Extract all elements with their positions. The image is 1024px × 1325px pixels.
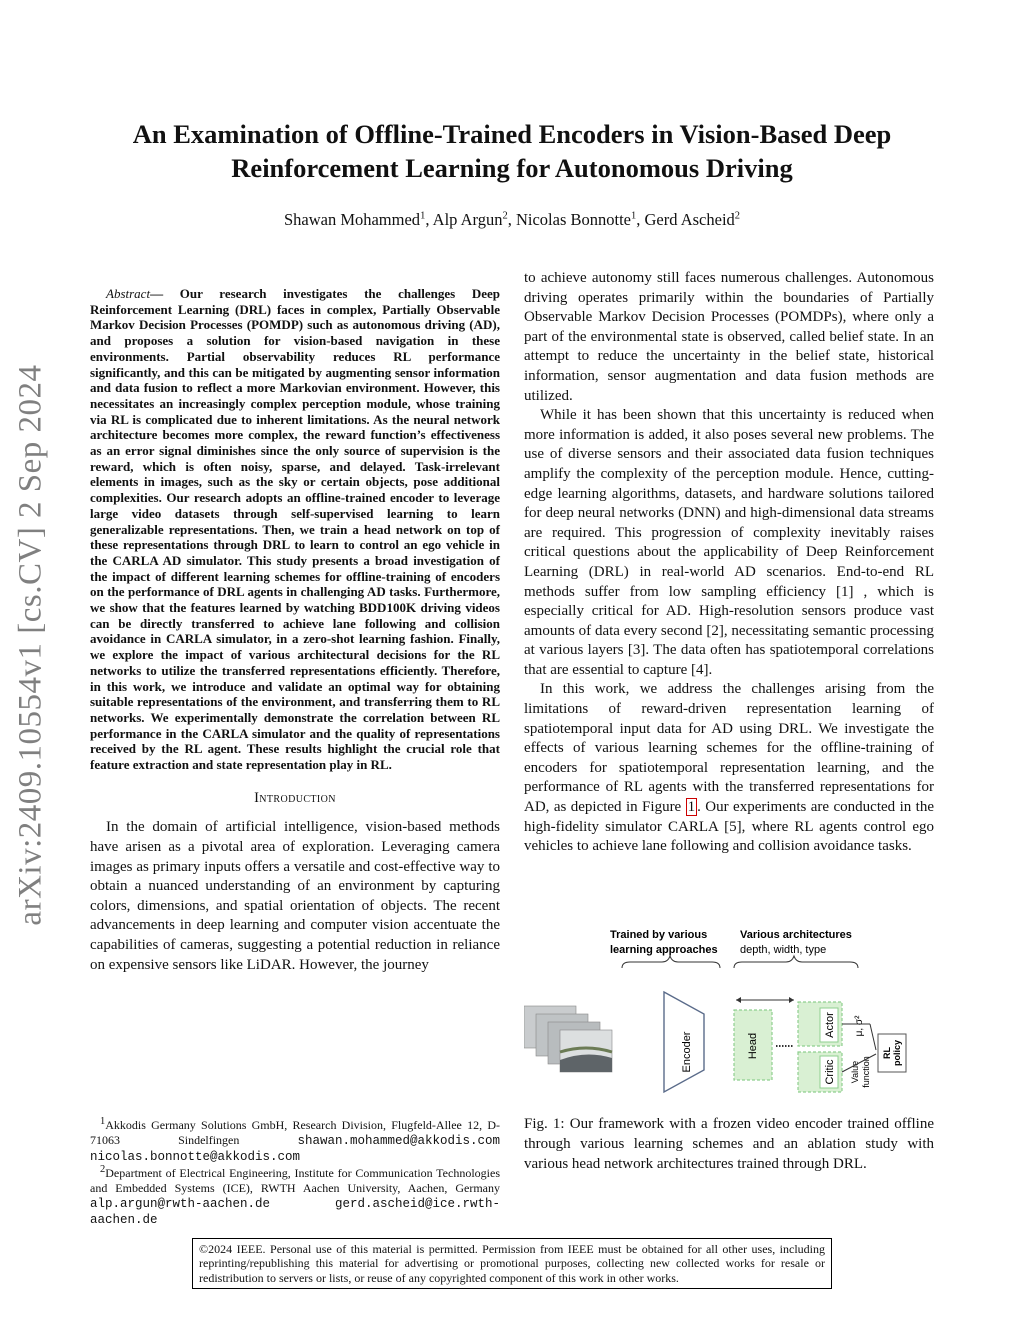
author-affil: 1 [631, 210, 637, 222]
head-label: Head [747, 1032, 759, 1060]
title-line-1: An Examination of Offline-Trained Encoders in Vision-Based Deep [132, 119, 892, 149]
paragraph-text: In this work, we address the challenges arising from the limitations of reward-driven representation learning of spatiotemporal input data for AD using DRL. We investigate the effects of various learning schemes for the offline-training of encoders for spatiotemporal representation learning, and the performance of RL agents with the transferred representations for AD, as depicted in Figure [524, 681, 934, 816]
label-trained-line1: Trained by various [610, 929, 708, 941]
footnote-2-email-2[interactable]: gerd.ascheid@ice.rwth-aachen.de [90, 1197, 500, 1228]
author-name: Gerd Ascheid [644, 210, 735, 229]
author-list: Shawan Mohammed$^1$, Alp Argun$^2$, Nicolas Bonnotte$^1$, Gerd Ascheid$^2$ [283, 210, 741, 229]
section-heading-introduction: Introduction [254, 789, 336, 806]
footnote-1-text: Akkodis Germany Solutions GmbH, Research Division, Flugfeld-Allee 12, D-71063 Sindelfingen [90, 1118, 500, 1148]
author-name: Shawan Mohammed [283, 210, 421, 229]
footnotes [90, 1118, 500, 1228]
intro-paragraph-1: In the domain of artificial intelligence, vision-based methods have arisen as a pivotal area of exploration. Leveraging camera images as primary inputs offers a versatile and cost-effective way to obtain a nuanced understanding of an environment by capturing colors, dimensions, and spatial orientation of objects. The recent advancements in deep learning and computer vision accentuate the capabilities of cameras, suggesting a potential reduction in reliance on expensive sensors like LiDAR. However, the journey [90, 819, 500, 973]
label-architectures: Various architectures [740, 929, 852, 941]
label-trained-line2: learning approaches [610, 944, 718, 956]
figure-caption: Fig. 1: Our framework with a frozen video encoder trained offline through various learning schemes and an ablation study with various head network architectures trained through DRL. [524, 1116, 934, 1172]
actor-label: Actor [824, 1012, 836, 1038]
paper-title [90, 117, 934, 185]
rl-label-1: RL [882, 1047, 892, 1059]
mu-sigma-label: μ, σ² [854, 1015, 865, 1037]
arrow-head-right [789, 997, 794, 1003]
framework-diagram [524, 922, 934, 1102]
author-affil: 1 [420, 210, 426, 222]
footnote-2-text: Department of Electrical Engineering, Institute for Communication Technologies and Embedded Systems (ICE), RWTH Aachen University, Aachen, Germany [90, 1165, 500, 1195]
copyright-notice: ©2024 IEEE. Personal use of this material is permitted. Permission from IEEE must be obtained for all other uses, including reprinting/republishing this material for advertising or promotional purposes, collecting new collected works for resale or redistribution to servers or lists, or reuse of any copyrighted component of this work in other works. [192, 1238, 832, 1289]
author-name: Alp Argun [432, 210, 503, 229]
figure-1 [524, 922, 934, 1102]
brace-encoder [622, 956, 720, 968]
footnote-2-email-1[interactable]: alp.argun@rwth-aachen.de [90, 1197, 271, 1212]
abstract-text: Our research investigates the challenges Deep Reinforcement Learning (DRL) faces in complex, Partially Observable Markov Decision Processes (POMDP) such as autonomous driving (AD), and proposes a solution for vision-based navigation in these environments. Partial observability reduces RL performance significantly, and this can be mitigated by augmenting sensor information and data fusion to reflect a more Markovian environment. However, this necessitates an increasingly complex perception module, whose training via RL is complicated due to inherent limitations. As the neural network architecture becomes more complex, the reward function’s effectiveness as an error signal diminishes since the only source of supervision is the reward, which is often noisy, sparse, and delayed. Task-irrelevant elements in images, such as the sky or certain objects, pose additional complexities. Our research adopts an offline-trained encoder to leverage large video datasets through self-supervised learning to learn generalizable representations. Then, we train a head network on top of these representations through DRL to learn to control an ego vehicle in the CARLA AD simulator. This study presents a broad investigation of the impact of different learning schemes for offline-training of encoders on the performance of DRL agents in challenging AD tasks. Furthermore, we show that the features learned by watching BDD100K driving videos can be directly transferred to achieve lane following and collision avoidance in CARLA simulator, in a zero-shot learning fashion. Finally, we explore the impact of various architectural decisions for the RL networks to utilize the transferred representations efficiently. Therefore, in this work, we introduce and validate an optimal way for obtaining suitable representations of the environment, and transferring them to RL networks. We experimentally demonstrate the correlation between RL performance in the CARLA simulator and the quality of representations received by the RL agent. These results highlight the crucial role that feature extraction and state representation play in RL. [90, 286, 501, 773]
title-line-2: Reinforcement Learning for Autonomous Driving [231, 153, 793, 183]
rl-label-2: policy [892, 1039, 902, 1067]
author-name: Nicolas Bonnotte [515, 210, 632, 229]
arrow-to-policy [870, 1024, 876, 1050]
label-architectures-sub: depth, width, type [740, 944, 827, 956]
encoder-label: Encoder [681, 1031, 693, 1073]
paragraph-text: . Our experiments are conducted in the high-fidelity simulator CARLA [5], where RL agents control ego vehicles to achieve lane following and collision avoidance tasks. [524, 799, 934, 855]
brace-architectures [734, 956, 858, 968]
video-frames-stack [524, 1006, 612, 1072]
left-column [90, 286, 500, 975]
author-affil: 2 [502, 210, 508, 222]
intro-paragraph-3: While it has been shown that this uncertainty is reduced when more information is added, it also poses several new problems. The use of diverse sensors and their associated data fusion techniques amplify the complexity of the perception module. Hence, cutting-edge learning algorithms, datasets, and hardware solutions tailored for deep neural networks (DNN) and high-dimensional data streams are required. This progression of complexity inevitably raises critical questions about the applicability of Deep Reinforcement Learning (DRL) in real-world AD scenarios. End-to-end RL methods suffer from low sampling efficiency [1] , which is especially critical for AD. High-resolution sensors produce vast amounts of data every second [2], necessitating semantic processing at various layers [3]. The data often has spatiotemporal correlations that are essential to capture [4]. [524, 407, 934, 678]
abstract-label: Abstract [106, 286, 151, 301]
abstract: Abstract— Our research investigates the challenges Deep Reinforcement Learning (DRL) faces in complex, Partially Observable Markov Decision Processes (POMDP) such as autonomous driving (AD), and proposes a solution for vision-based navigation in these environments. Partial observability reduces RL performance significantly, and this can be mitigated by augmenting sensor information and data fusion to reflect a more Markovian environment. However, this necessitates an increasingly complex perception module, whose training via RL is complicated due to inherent limitations. As the neural network architecture becomes more complex, the reward function’s effectiveness as an error signal diminishes since the only source of supervision is the reward, which is often noisy, sparse, and delayed. Task-irrelevant elements in images, such as the sky or certain objects, pose additional complexities. Our research adopts an offline-trained encoder to leverage large video datasets through self-supervised learning to learn generalizable representations. Then, we train a head network on top of these representations through DRL to learn to control an ego vehicle in the CARLA AD simulator. This study presents a broad investigation of the impact of different learning schemes for offline-training of encoders on the performance of DRL agents in challenging AD tasks. Furthermore, we show that the features learned by watching BDD100K driving videos can be directly transferred to achieve lane following and collision avoidance in CARLA simulator, in a zero-shot learning fashion. Finally, we explore the impact of various architectural decisions for the RL networks to utilize the transferred representations efficiently. Therefore, in this work, we introduce and validate an optimal way for obtaining suitable representations of the environment, and transferring them to RL networks. We experimentally demonstrate the correlation between RL performance in the CARLA simulator and the quality of representations received by the RL agent. These results highlight the crucial role that feature extraction and state representation play in RL. [90, 286, 501, 773]
arxiv-side-stamp [8, 365, 54, 925]
figure-reference-link[interactable]: 1 [687, 799, 696, 816]
author-affil: 2 [734, 210, 741, 222]
footnote-1: $^1$Akkodis Germany Solutions GmbH, Research Division, Flugfeld-Allee 12, D-71063 Sindelfingen shawan.mohammed@akkodis.com nicolas.bonnotte@akkodis.com [90, 1116, 500, 1165]
arrow-head-left [736, 997, 741, 1003]
arxiv-identifier: arXiv:2409.10554v1 [cs.CV] 2 Sep 2024 [12, 364, 49, 926]
critic-label: Critic [824, 1059, 836, 1085]
value-label-2: function [861, 1056, 871, 1088]
value-label-1: Value [850, 1060, 860, 1084]
footnote-1-email-2[interactable]: nicolas.bonnotte@akkodis.com [90, 1150, 301, 1165]
intro-paragraph-4 [524, 680, 934, 856]
footnote-1-email-1[interactable]: shawan.mohammed@akkodis.com [297, 1134, 500, 1149]
intro-paragraph-2: to achieve autonomy still faces numerous challenges. Autonomous driving operates primarily within the boundaries of Partially Observable Markov Decision Processes (POMDPs), where only a part of the environmental state is observed, called belief state. In an attempt to reduce the uncertainty in the belief state, historical information, sensor augmentation and data fusion methods are utilized. [524, 270, 934, 404]
footnote-2: $^2$Department of Electrical Engineering, Institute for Communication Technologies and Embedded Systems (ICE), RWTH Aachen University, Aachen, Germany alp.argun@rwth-aachen.de gerd.ascheid@ice.rwth-aachen.de [90, 1163, 500, 1228]
right-column [524, 269, 934, 857]
